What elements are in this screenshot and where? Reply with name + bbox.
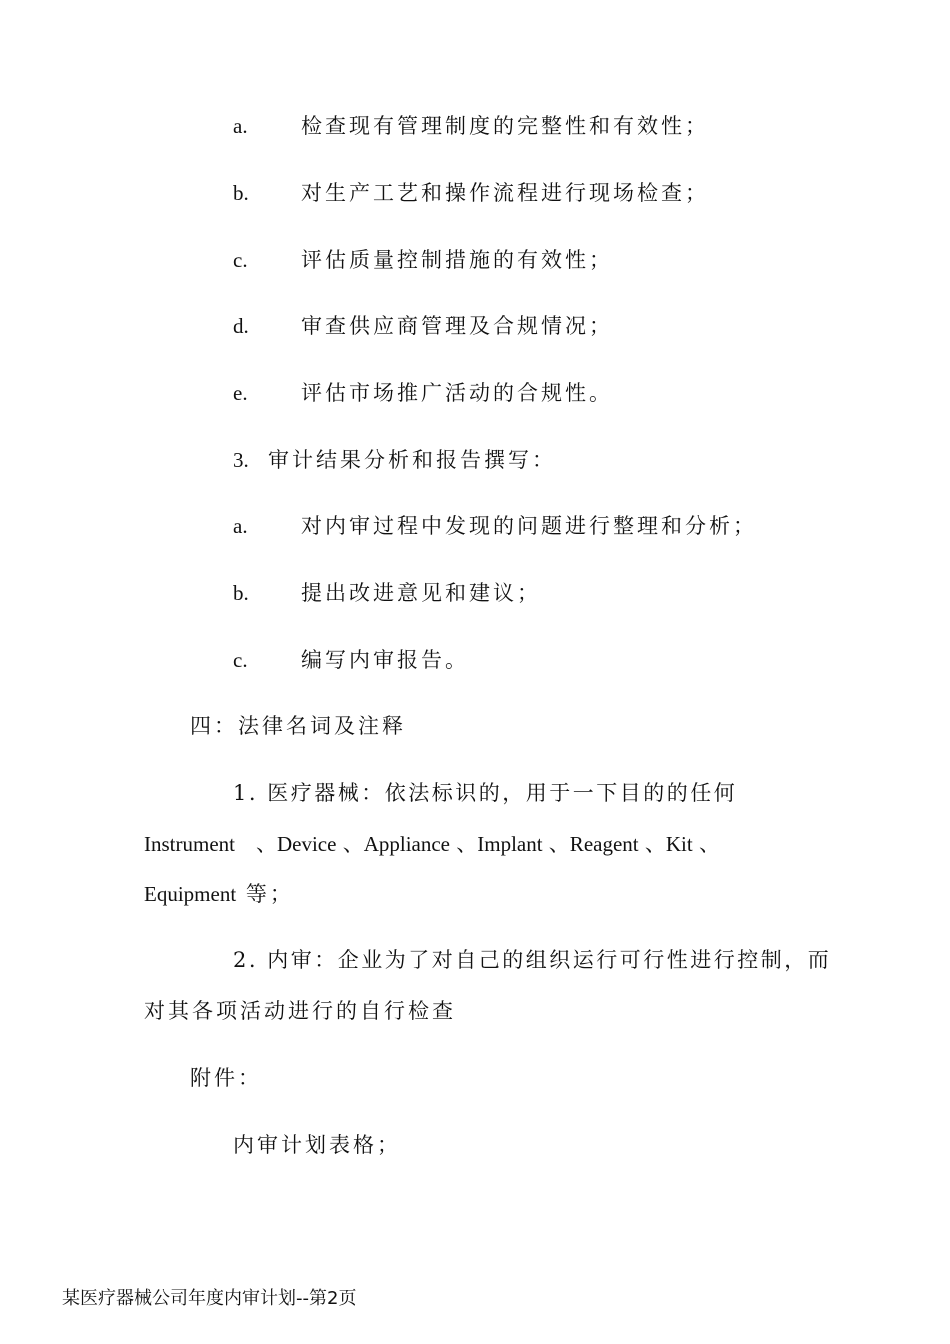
list-item: 检查现有管理制度的完整性和有效性； xyxy=(301,114,709,138)
list-marker: a. xyxy=(233,514,248,538)
list-item: 对内审过程中发现的问题进行整理和分析； xyxy=(301,514,757,538)
list-item: 编写内审报告。 xyxy=(301,648,469,672)
list-item: 评估市场推广活动的合规性。 xyxy=(301,381,613,405)
attachment-label: 附件： xyxy=(190,1066,262,1090)
definition-tail: 等； xyxy=(236,882,294,906)
list-item: 评估质量控制措施的有效性； xyxy=(301,248,613,272)
list-marker: d. xyxy=(233,314,249,338)
list-marker: e. xyxy=(233,381,248,405)
step-title: 审计结果分析和报告撰写： xyxy=(268,448,556,472)
list-marker: c. xyxy=(233,648,248,672)
list-item: 提出改进意见和建议； xyxy=(301,581,541,605)
step-number: 3. xyxy=(233,448,249,472)
list-marker: c. xyxy=(233,248,248,272)
definition-paragraph: Instrument 、Device 、Appliance 、Implant 、Reagent 、Kit 、 xyxy=(144,832,720,856)
list-marker: a. xyxy=(233,114,248,138)
definition-term: Equipment xyxy=(144,882,237,906)
section-heading: 四：法律名词及注释 xyxy=(190,714,406,738)
definition-paragraph xyxy=(144,880,294,908)
definition-paragraph: 1. 医疗器械：依法标识的，用于一下目的的任何 xyxy=(233,781,738,805)
list-marker: b. xyxy=(233,181,249,205)
list-item: 对生产工艺和操作流程进行现场检查； xyxy=(301,181,709,205)
definition-paragraph: 2. 内审：企业为了对自己的组织运行可行性进行控制，而 xyxy=(233,948,832,972)
list-item: 审查供应商管理及合规情况； xyxy=(301,314,613,338)
definition-paragraph: 对其各项活动进行的自行检查 xyxy=(144,999,456,1023)
page-footer: 某医疗器械公司年度内审计划--第2页 xyxy=(62,1288,357,1309)
attachment-item: 内审计划表格； xyxy=(233,1133,401,1157)
list-marker: b. xyxy=(233,581,249,605)
